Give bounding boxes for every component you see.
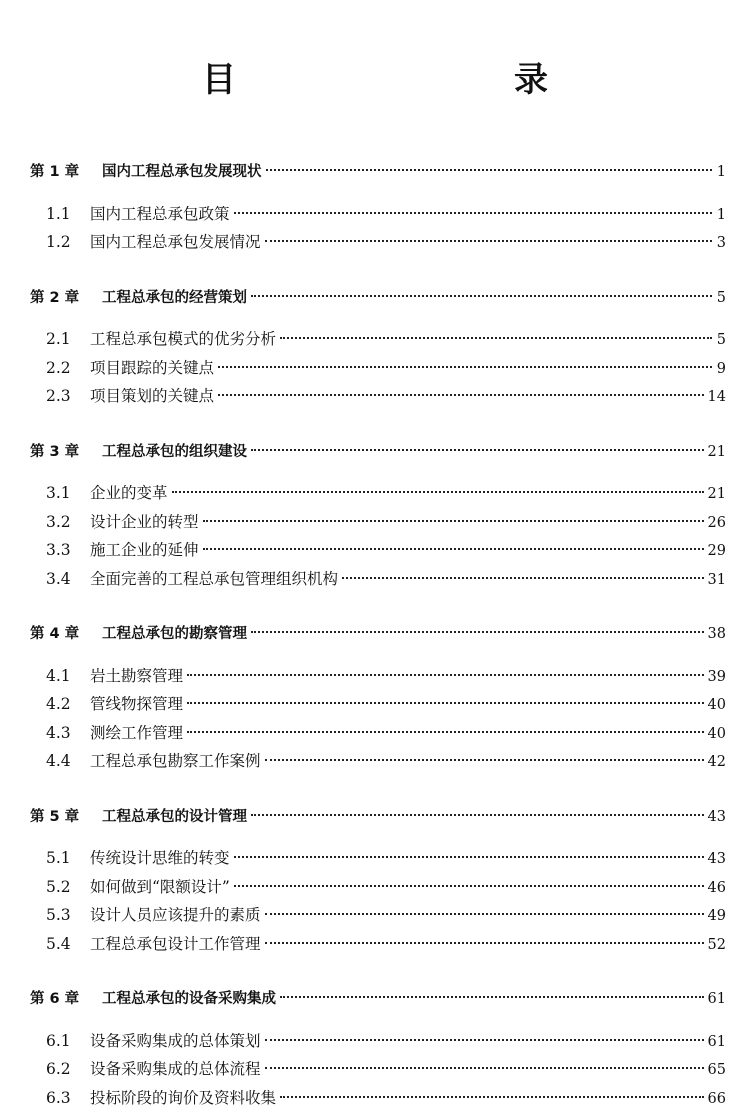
page-number: 1 [716,158,726,187]
section-number: 2.1 [46,325,90,354]
page-number: 39 [708,663,726,692]
dot-leader [265,1039,704,1041]
page-title: 目 录 [0,52,750,101]
toc-section-entry[interactable] [30,479,726,508]
page-number: 43 [708,803,726,832]
toc-chapter-entry[interactable] [30,284,726,313]
section-title: 设备采购集成的总体策划 [90,1027,261,1056]
page-number: 21 [708,480,726,509]
page-number: 46 [708,874,726,903]
chapter-title: 工程总承包的勘察管理 [102,620,247,649]
section-title: 设计企业的转型 [90,508,199,537]
toc-list [30,158,726,1112]
dot-leader [187,674,704,676]
dot-leader [203,548,704,550]
toc-section-entry[interactable] [30,662,726,691]
section-title: 投标阶段的询价及资料收集 [90,1084,276,1113]
section-title: 管线物探管理 [90,690,183,719]
section-title: 项目跟踪的关键点 [90,354,214,383]
dot-leader [265,1067,704,1069]
page-number: 40 [708,691,726,720]
toc-section-entry[interactable] [30,719,726,748]
page-number: 42 [708,748,726,777]
chapter-number: 第 5 章 [30,803,102,832]
dot-leader [251,295,712,297]
toc-section-entry[interactable] [30,536,726,565]
page-number: 29 [708,537,726,566]
section-title: 国内工程总承包发展情况 [90,228,261,257]
page-number: 61 [708,985,726,1014]
section-number: 6.1 [46,1027,90,1056]
section-number: 3.1 [46,479,90,508]
section-number: 1.2 [46,228,90,257]
page-number: 14 [708,383,726,412]
section-number: 5.3 [46,901,90,930]
toc-chapter-entry[interactable] [30,985,726,1014]
chapter-title: 工程总承包的组织建设 [102,438,247,467]
toc-chapter-entry[interactable] [30,620,726,649]
toc-section-entry[interactable] [30,382,726,411]
chapter-title: 工程总承包的设计管理 [102,803,247,832]
section-title: 测绘工作管理 [90,719,183,748]
dot-leader [251,814,704,816]
section-title: 工程总承包设计工作管理 [90,930,261,959]
chapter-number: 第 6 章 [30,985,102,1014]
toc-section-entry[interactable] [30,325,726,354]
dot-leader [234,856,704,858]
toc-chapter-entry[interactable] [30,803,726,832]
page-number: 66 [708,1085,726,1113]
section-number: 6.2 [46,1055,90,1084]
section-number: 5.4 [46,930,90,959]
section-number: 5.2 [46,873,90,902]
section-number: 1.1 [46,200,90,229]
toc-section-entry[interactable] [30,873,726,902]
dot-leader [218,394,704,396]
section-title: 设备采购集成的总体流程 [90,1055,261,1084]
page-number: 9 [716,355,726,384]
toc-section-entry[interactable] [30,228,726,257]
section-number: 4.2 [46,690,90,719]
dot-leader [251,449,704,451]
section-title: 岩土勘察管理 [90,662,183,691]
toc-section-entry[interactable] [30,565,726,594]
section-number: 3.2 [46,508,90,537]
section-title: 传统设计思维的转变 [90,844,230,873]
page-number: 26 [708,509,726,538]
dot-leader [265,240,712,242]
toc-section-entry[interactable] [30,1084,726,1113]
section-number: 3.3 [46,536,90,565]
toc-section-entry[interactable] [30,901,726,930]
section-number: 3.4 [46,565,90,594]
chapter-title: 工程总承包的设备采购集成 [102,985,276,1014]
toc-section-entry[interactable] [30,354,726,383]
toc-section-entry[interactable] [30,200,726,229]
page-number: 31 [708,566,726,595]
toc-section-entry[interactable] [30,747,726,776]
section-title: 工程总承包勘察工作案例 [90,747,261,776]
toc-section-entry[interactable] [30,690,726,719]
toc-chapter-entry[interactable] [30,158,726,187]
page-number: 61 [708,1028,726,1057]
page-number: 5 [716,326,726,355]
section-number: 5.1 [46,844,90,873]
section-number: 2.2 [46,354,90,383]
dot-leader [234,212,712,214]
toc-section-entry[interactable] [30,844,726,873]
page-number: 5 [716,284,726,313]
dot-leader [187,731,704,733]
page-number: 1 [716,201,726,230]
page-number: 38 [708,620,726,649]
dot-leader [251,631,704,633]
toc-section-entry[interactable] [30,1027,726,1056]
page-number: 65 [708,1056,726,1085]
toc-section-entry[interactable] [30,930,726,959]
section-title: 如何做到“限额设计” [90,873,230,902]
section-number: 2.3 [46,382,90,411]
dot-leader [187,702,704,704]
section-number: 6.3 [46,1084,90,1113]
section-number: 4.1 [46,662,90,691]
section-title: 施工企业的延伸 [90,536,199,565]
dot-leader [203,520,704,522]
dot-leader [342,577,704,579]
dot-leader [280,337,712,339]
section-number: 4.3 [46,719,90,748]
toc-section-entry[interactable] [30,508,726,537]
page-number: 43 [708,845,726,874]
section-title: 全面完善的工程总承包管理组织机构 [90,565,338,594]
chapter-title: 国内工程总承包发展现状 [102,158,262,187]
page-number: 3 [716,229,726,258]
section-title: 工程总承包模式的优劣分析 [90,325,276,354]
dot-leader [280,1096,704,1098]
chapter-number: 第 3 章 [30,438,102,467]
section-title: 企业的变革 [90,479,168,508]
chapter-number: 第 2 章 [30,284,102,313]
page-number: 40 [708,720,726,749]
toc-section-entry[interactable] [30,1055,726,1084]
section-title: 项目策划的关键点 [90,382,214,411]
dot-leader [218,366,712,368]
section-title: 设计人员应该提升的素质 [90,901,261,930]
dot-leader [265,913,704,915]
dot-leader [266,169,713,171]
section-title: 国内工程总承包政策 [90,200,230,229]
dot-leader [234,885,704,887]
page-number: 49 [708,902,726,931]
chapter-title: 工程总承包的经营策划 [102,284,247,313]
dot-leader [265,942,704,944]
page-number: 21 [708,438,726,467]
dot-leader [265,759,704,761]
page-number: 52 [708,931,726,960]
toc-chapter-entry[interactable] [30,438,726,467]
chapter-number: 第 4 章 [30,620,102,649]
chapter-number: 第 1 章 [30,158,102,187]
dot-leader [172,491,704,493]
dot-leader [280,996,704,998]
section-number: 4.4 [46,747,90,776]
